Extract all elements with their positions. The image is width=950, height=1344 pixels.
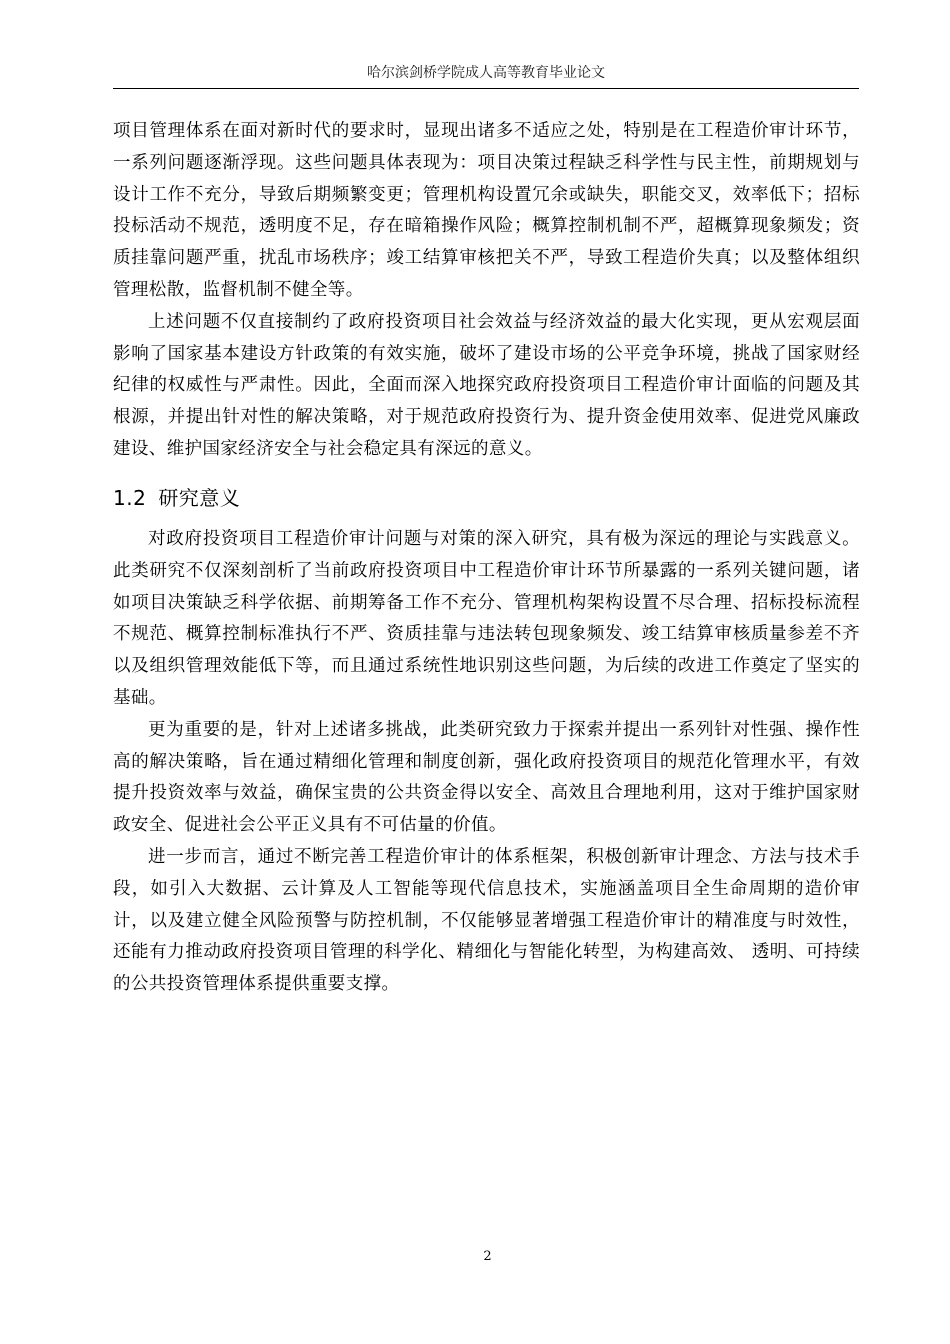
body-paragraph: 对政府投资项目工程造价审计问题与对策的深入研究，具有极为深远的理论与实践意义。此类研究不仅深刻剖析了当前政府投资项目中工程造价审计环节所暴露的一系列关键问题，诸如项目决策缺乏科学依据、前期筹备工作不充分、管理机构架构设置不尽合理、招标投标流程不规范、概算控制标准执行不严、资质挂靠与违法转包现象频发、竣工结算审核质量参差不齐以及组织管理效能低下等，而且通过系统性地识别这些问题，为后续的改进工作奠定了坚实的基础。 xyxy=(113,529,860,708)
body-paragraph: 更为重要的是，针对上述诸多挑战，此类研究致力于探索并提出一系列针对性强、操作性高的解决策略，旨在通过精细化管理和制度创新，强化政府投资项目的规范化管理水平，有效提升投资效率与效益，确保宝贵的公共资金得以安全、高效且合理地利用，这对于维护国家财政安全、促进社会公平正义具有不可估量的价值。 xyxy=(113,719,860,836)
section-heading xyxy=(113,483,240,513)
running-header: 哈尔滨剑桥学院成人高等教育毕业论文 xyxy=(367,65,605,81)
section-intro-body xyxy=(113,116,860,466)
body-paragraph: 进一步而言，通过不断完善工程造价审计的体系框架，积极创新审计理念、方法与技术手段，如引入大数据、云计算及人工智能等现代信息技术，实施涵盖项目全生命周期的造价审计，以及建立健全风险预警与防控机制，不仅能够显著增强工程造价审计的精准度与时效性，还能有力推动政府投资项目管理的科学化、精细化与智能化转型，为构建高效、 透明、可持续的公共投资管理体系提供重要支撑。 xyxy=(113,846,860,995)
section-significance-body xyxy=(113,524,860,1001)
section-number: 1.2 xyxy=(113,486,147,510)
body-paragraph: 上述问题不仅直接制约了政府投资项目社会效益与经济效益的最大化实现，更从宏观层面影响了国家基本建设方针政策的有效实施，破坏了建设市场的公平竞争环境，挑战了国家财经纪律的权威性与严肃性。因此，全面而深入地探究政府投资项目工程造价审计面临的问题及其根源，并提出针对性的解决策略，对于规范政府投资行为、提升资金使用效率、促进党风廉政建设、维护国家经济安全与社会稳定具有深远的意义。 xyxy=(113,311,860,459)
section-title: 研究意义 xyxy=(158,486,241,510)
page-number: 2 xyxy=(483,1249,492,1264)
body-paragraph: 项目管理体系在面对新时代的要求时，显现出诸多不适应之处，特别是在工程造价审计环节，一系列问题逐渐浮现。这些问题具体表现为：项目决策过程缺乏科学性与民主性，前期规划与设计工作不充分，导致后期频繁变更；管理机构设置冗余或缺失，职能交叉，效率低下；招标投标活动不规范，透明度不足，存在暗箱操作风险；概算控制机制不严，超概算现象频发；资质挂靠问题严重，扰乱市场秩序；竣工结算审核把关不严，导致工程造价失真；以及整体组织管理松散，监督机制不健全等。 xyxy=(113,121,860,300)
header-divider xyxy=(113,88,859,89)
